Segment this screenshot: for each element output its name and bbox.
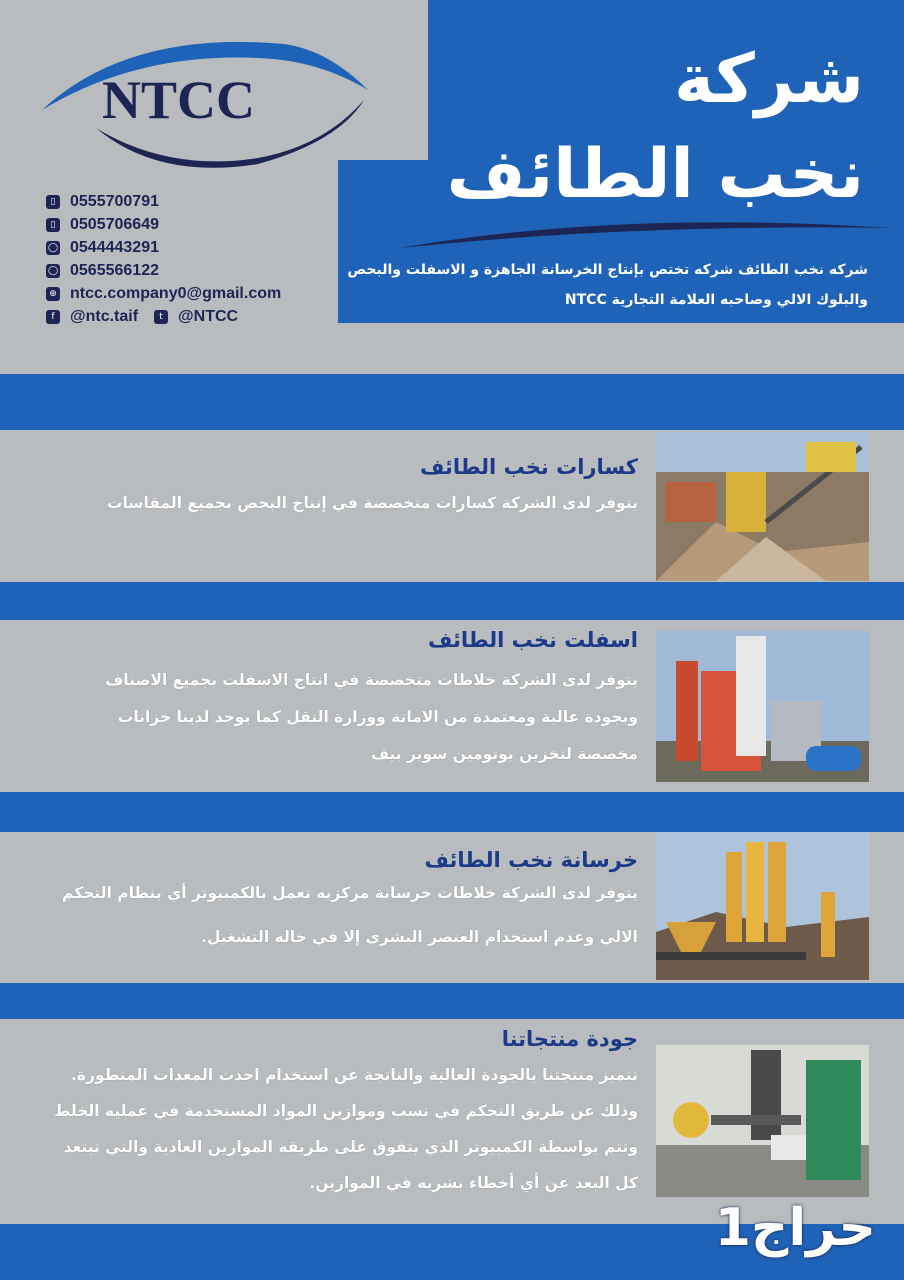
- section-text-quality-1: تتميز منتجتنا بالجودة العالية والناتجة عن استخدام احدث المعدات المتطورة.: [71, 1066, 638, 1084]
- contact-phone-1[interactable]: [46, 190, 326, 213]
- section-text-crushers: يتوفر لدى الشركة كسارات متخصصة في إنتاج البحص بجميع المقاسات: [106, 494, 638, 512]
- company-description-line2: والبلوك الالي وصاحبه العلامة التجارية NTCC: [564, 292, 868, 308]
- section-text-quality-2: وذلك عن طريق التحكم في نسب وموازين المواد المستخدمة في عمليه الخلط: [54, 1102, 638, 1120]
- concrete-plant-photo: [656, 832, 869, 980]
- section-text-quality-4: كل البعد عن أي أخطاء بشريه في الموازين.: [309, 1174, 638, 1192]
- web-icon: ⊕: [46, 287, 60, 301]
- contact-list: [46, 190, 326, 328]
- crusher-photo: [656, 432, 869, 581]
- logo-text: NTCC: [102, 70, 256, 130]
- contact-text: 0544443291: [70, 238, 159, 256]
- section-text-concrete-1: يتوفر لدى الشركة خلاطات خرسانة مركزيه تعمل بالكمبيوتر أي بنظام التحكم: [62, 884, 638, 902]
- section-title-crushers: كسارات نخب الطائف: [419, 455, 638, 479]
- whatsapp-icon: ◯: [47, 242, 59, 253]
- facebook-handle[interactable]: @ntc.taif: [70, 307, 139, 325]
- company-title-line1: شركة: [674, 40, 864, 119]
- contact-text: ntcc.company0@gmail.com: [70, 284, 282, 302]
- contact-text: 0555700791: [70, 192, 159, 210]
- company-title-line2: نخب الطائف: [446, 135, 864, 214]
- phone-icon: ▯: [46, 218, 60, 232]
- section-title-concrete: خرسانة نخب الطائف: [424, 848, 638, 872]
- section-title-asphalt: اسفلت نخب الطائف: [428, 628, 638, 652]
- contact-text: 0505706649: [70, 215, 159, 233]
- section-text-asphalt-2: وبجودة عالية ومعتمدة من الامانة ووزارة النقل كما يوجد لدينا خزانات: [117, 708, 638, 726]
- asphalt-plant-photo: [656, 631, 869, 782]
- title-swoosh: [400, 210, 890, 250]
- ntcc-logo: [38, 30, 368, 170]
- phone-icon: ▯: [46, 195, 60, 209]
- quality-lab-photo: [656, 1045, 869, 1197]
- contact-text: 0565566122: [70, 261, 159, 279]
- contact-email[interactable]: [46, 282, 326, 305]
- section-text-asphalt-3: مخصصة لتخزين بوتومين سوبر بيف: [370, 745, 638, 763]
- company-description-line1: شركه نخب الطائف شركه تختص بإنتاج الخرسانة الجاهزة و الاسفلت والبحص: [347, 262, 868, 278]
- section-text-quality-3: وتتم بواسطة الكمبيوتر الذي يتفوق على طريقه الموازين العادية والتي تبتعد: [63, 1138, 638, 1156]
- twitter-icon: t: [154, 310, 168, 324]
- section-title-quality: جودة منتجاتنا: [501, 1027, 638, 1051]
- whatsapp-icon: ◯: [47, 265, 59, 276]
- divider-band: [0, 374, 904, 430]
- section-text-concrete-2: الالي وعدم استخدام العنصر البشرى إلا في حاله التشغيل.: [201, 928, 638, 946]
- divider-band: [0, 582, 904, 620]
- twitter-handle[interactable]: @NTCC: [178, 307, 239, 325]
- contact-whatsapp-1[interactable]: [46, 236, 326, 259]
- divider-band: [0, 792, 904, 832]
- facebook-icon: f: [46, 310, 60, 324]
- watermark: حراج1: [714, 1198, 876, 1258]
- divider-band: [0, 983, 904, 1019]
- contact-social: [46, 305, 326, 328]
- contact-whatsapp-2[interactable]: [46, 259, 326, 282]
- section-text-asphalt-1: يتوفر لدى الشركة خلاطات متخصصة في انتاج الاسفلت بجميع الاصناف: [105, 671, 638, 689]
- contact-phone-2[interactable]: [46, 213, 326, 236]
